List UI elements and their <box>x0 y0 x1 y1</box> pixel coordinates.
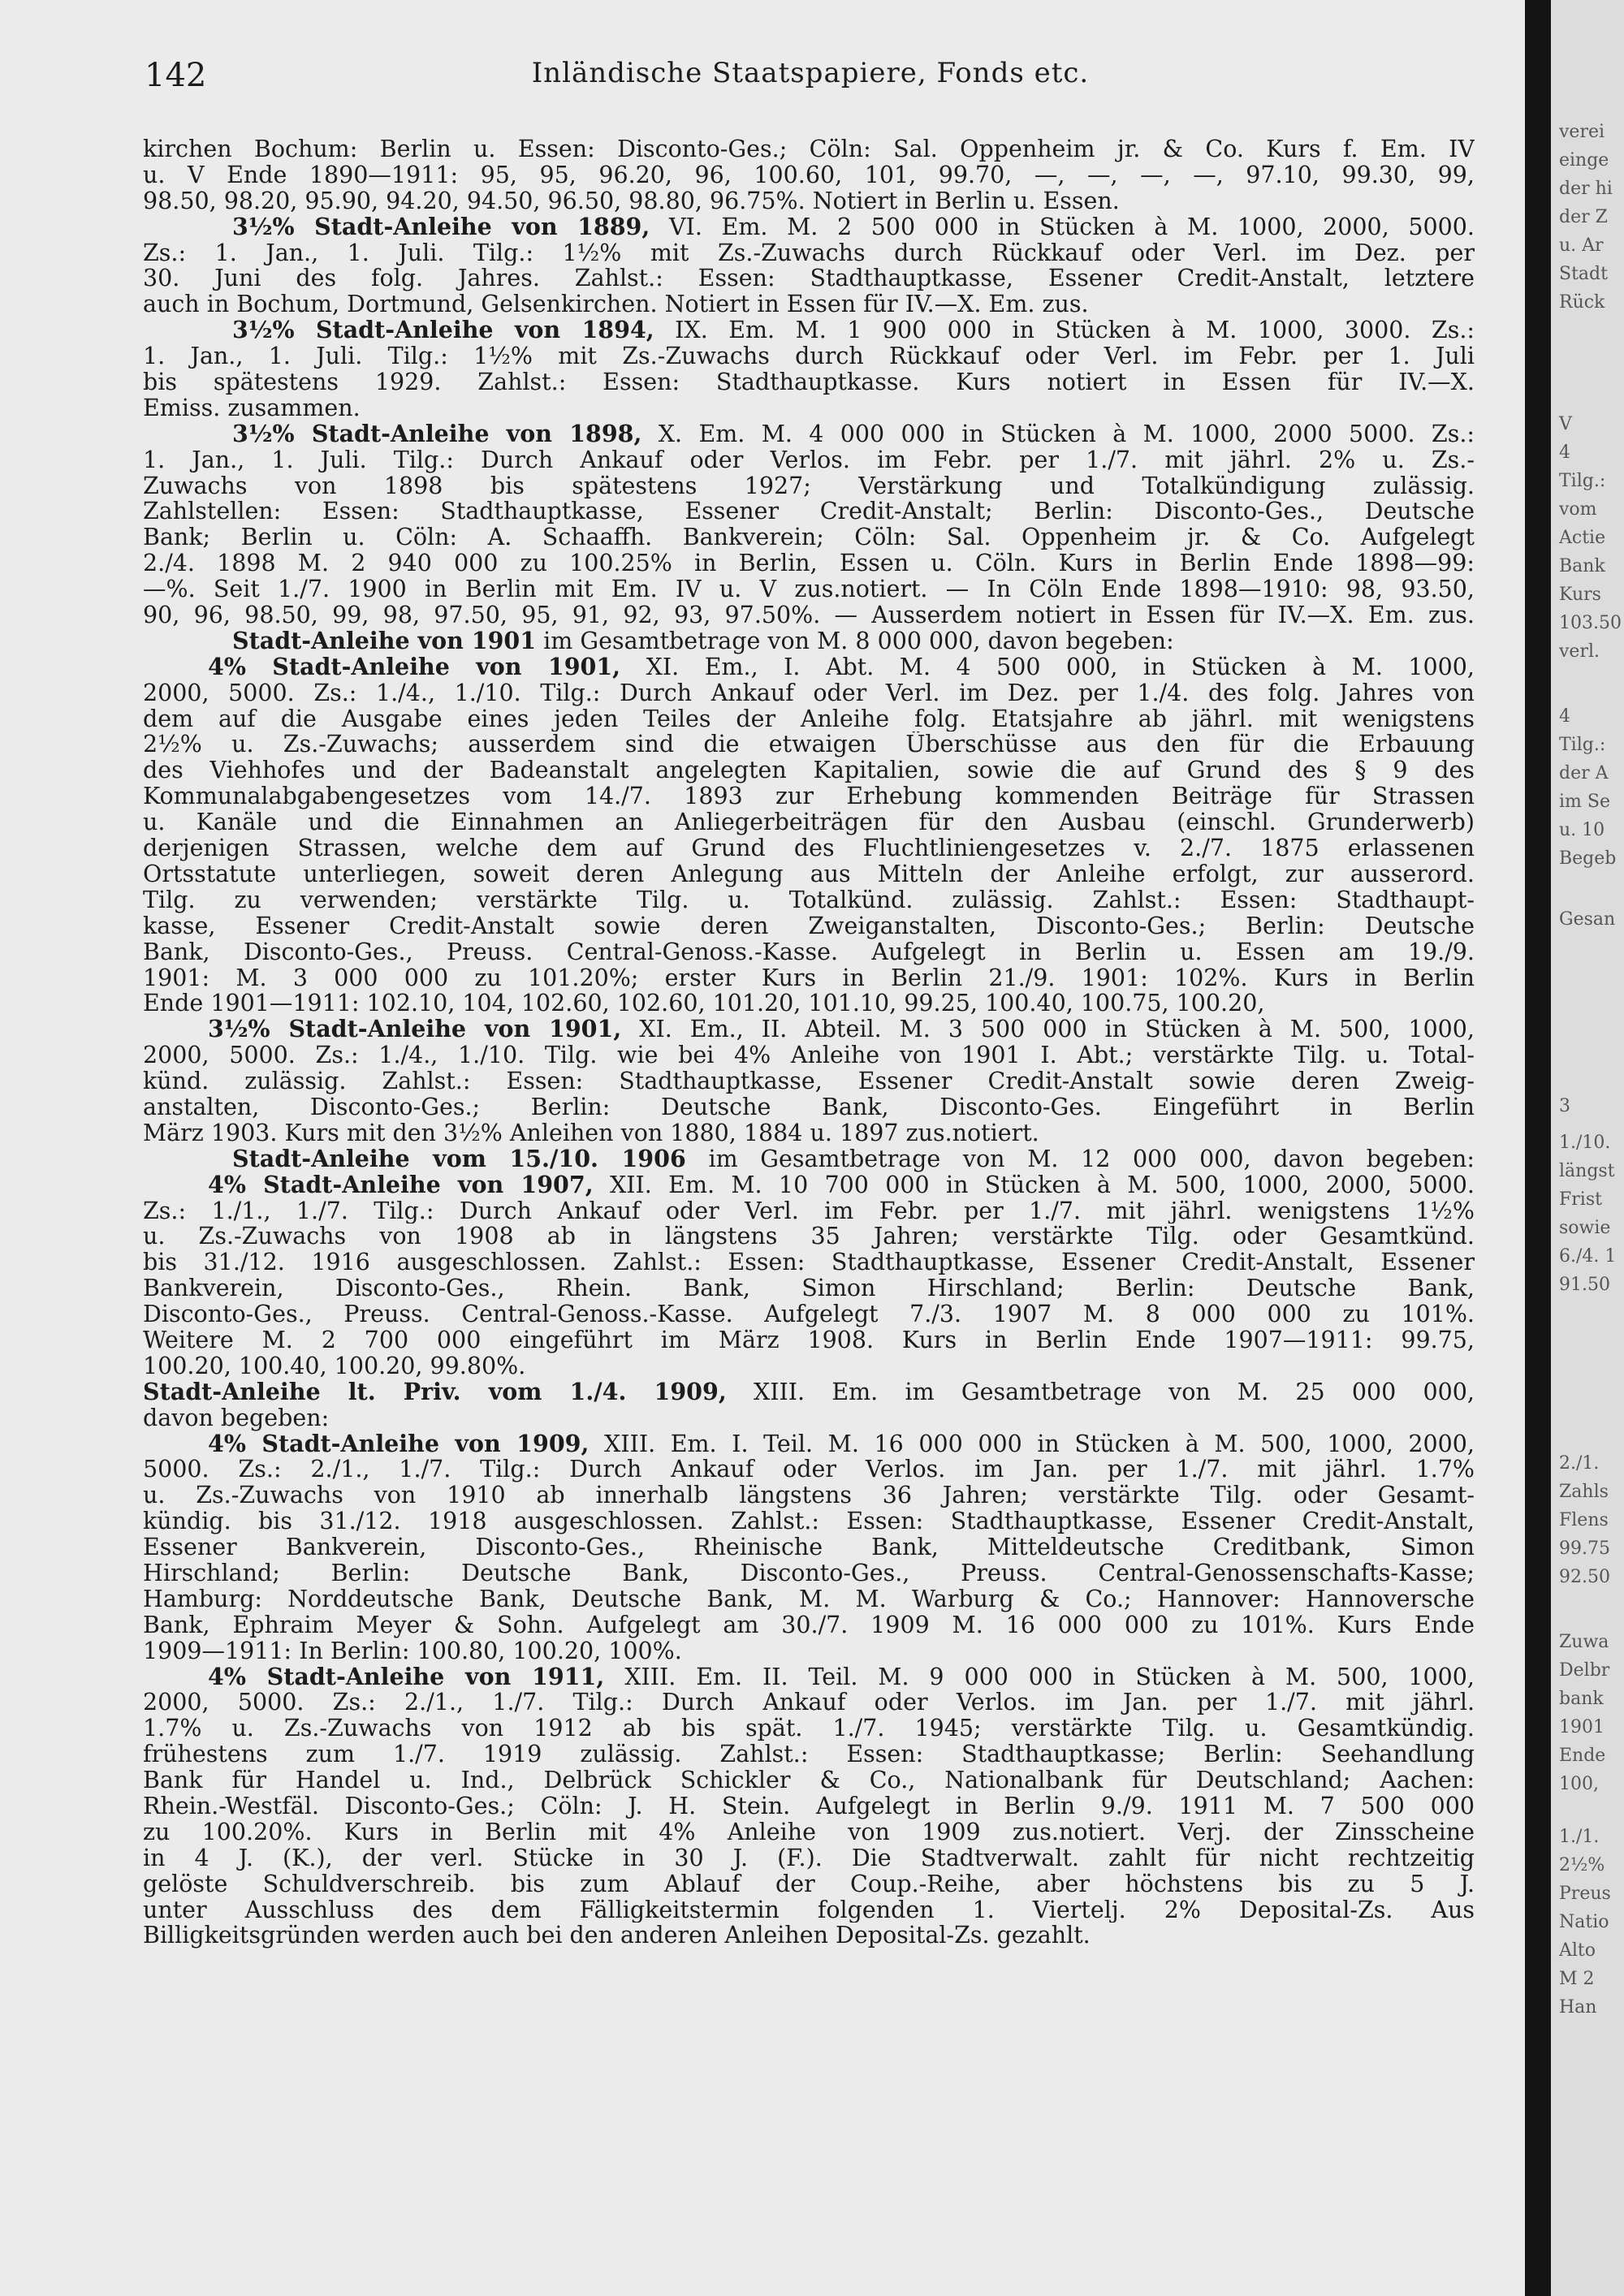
line-text: 2000, 5000. Zs.: 1./4., 1./10. Tilg.: Durch Ankauf oder Verl. im Dez. per 1./4. des folg. Jahres von <box>143 680 1475 706</box>
text-line <box>143 291 1475 317</box>
line-text: XIII. Em. I. Teil. M. 16 000 000 in Stücken à M. 500, 1000, 2000, <box>589 1431 1475 1457</box>
adjacent-page-fragment: 100, <box>1559 1774 1599 1794</box>
line-text: 90, 96, 98.50, 99, 98, 97.50, 95, 91, 92, 93, 97.50%. — Ausserdem notiert in Essen für IV.—X. Em. zus. <box>143 602 1475 628</box>
adjacent-page-fragment: Frist <box>1559 1189 1602 1210</box>
line-text: 1. Jan., 1. Juli. Tilg.: 1½% mit Zs.-Zuwachs durch Rückkauf oder Verl. im Febr. per 1. Juli <box>143 343 1475 370</box>
adjacent-page-fragment: Rück <box>1559 292 1605 313</box>
adjacent-page-fragment: Stadt <box>1559 264 1608 284</box>
text-line <box>143 1094 1475 1120</box>
adjacent-page-fragment: 91.50 <box>1559 1275 1610 1295</box>
adjacent-page-fragment: der hi <box>1559 179 1613 199</box>
adjacent-page-fragment: u. 10 <box>1559 820 1605 840</box>
adjacent-page-fragment: Natio <box>1559 1912 1609 1932</box>
adjacent-page-fragment: 1901 <box>1559 1717 1605 1737</box>
text-line <box>143 809 1475 835</box>
adjacent-page-fragment: V <box>1559 414 1572 434</box>
entry-heading: 3½% Stadt-Anleihe von 1889, <box>232 214 650 240</box>
adjacent-page-fragment: sowie <box>1559 1218 1611 1238</box>
adjacent-page-fragment: 1./10. <box>1559 1133 1611 1153</box>
line-text: 1. Jan., 1. Juli. Tilg.: Durch Ankauf oder Verlos. im Febr. per 1./7. mit jährl. 2% u. Zs.- <box>143 447 1475 473</box>
text-line <box>143 343 1475 369</box>
text-line <box>143 1120 1475 1146</box>
text-line <box>143 576 1475 602</box>
line-text: Bank; Berlin u. Cöln: A. Schaaffh. Bankverein; Cöln: Sal. Oppenheim jr. & Co. Aufgelegt <box>143 524 1475 551</box>
line-text: März 1903. Kurs mit den 3½% Anleihen von 1880, 1884 u. 1897 zus.notiert. <box>143 1120 1039 1146</box>
page-header <box>145 57 1476 97</box>
text-line <box>143 1275 1475 1301</box>
text-line <box>143 1638 1475 1664</box>
line-text: u. Zs.-Zuwachs von 1910 ab innerhalb längstens 36 Jahren; verstärkte Tilg. oder Gesamt- <box>143 1482 1475 1509</box>
line-text: XIII. Em. II. Teil. M. 9 000 000 in Stücken à M. 500, 1000, <box>604 1664 1475 1690</box>
line-text: u. Zs.-Zuwachs von 1908 ab in längstens 35 Jahren; verstärkte Tilg. oder Gesamtkünd. <box>143 1224 1475 1250</box>
text-line <box>143 162 1475 188</box>
text-line <box>143 1224 1475 1249</box>
text-line <box>143 1042 1475 1068</box>
line-text: künd. zulässig. Zahlst.: Essen: Stadthauptkasse, Essener Credit-Anstalt sowie deren Zweig- <box>143 1068 1475 1094</box>
line-text: gelöste Schuldverschreib. bis zum Ablauf der Coup.-Reihe, aber höchstens bis zu 5 J. <box>143 1871 1475 1897</box>
text-line <box>143 1690 1475 1716</box>
line-text: davon begeben: <box>143 1405 330 1431</box>
adjacent-page-fragment: 3 <box>1559 1096 1570 1116</box>
text-line <box>143 680 1475 706</box>
entry-heading: 3½% Stadt-Anleihe von 1901, <box>208 1016 622 1043</box>
text-line <box>143 1767 1475 1793</box>
line-text: Billigkeitsgründen werden auch bei den anderen Anleihen Deposital-Zs. gezahlt. <box>143 1923 1091 1949</box>
text-line <box>143 550 1475 576</box>
line-text: auch in Bochum, Dortmund, Gelsenkirchen. Notiert in Essen für IV.—X. Em. zus. <box>143 291 1089 318</box>
text-line <box>143 1793 1475 1819</box>
line-text: Essener Bankverein, Disconto-Ges., Rheinische Bank, Mitteldeutsche Creditbank, Simon <box>143 1534 1475 1560</box>
adjacent-page-fragment: einge <box>1559 150 1609 170</box>
line-text: 2000, 5000. Zs.: 1./4., 1./10. Tilg. wie bei 4% Anleihe von 1901 I. Abt.; verstärkte Tilg. u. Total- <box>143 1042 1475 1069</box>
adjacent-page-fragment: bank <box>1559 1689 1604 1709</box>
adjacent-page-fragment: M 2 <box>1559 1969 1595 1989</box>
line-text: Hamburg: Norddeutsche Bank, Deutsche Bank, M. M. Warburg & Co.; Hannover: Hannoversche <box>143 1586 1475 1612</box>
line-text: bis 31./12. 1916 ausgeschlossen. Zahlst.: Essen: Stadthauptkasse, Essener Credit-Anstalt, Essener <box>143 1249 1475 1276</box>
text-line <box>143 1146 1475 1172</box>
text-line <box>143 1457 1475 1482</box>
line-text: Hirschland; Berlin: Deutsche Bank, Disconto-Ges., Preuss. Central-Genossenschafts-Kasse; <box>143 1560 1475 1586</box>
text-line <box>143 1871 1475 1897</box>
running-title: Inländische Staatspapiere, Fonds etc. <box>531 57 1090 89</box>
adjacent-page-fragment: 6./4. 1 <box>1559 1246 1617 1267</box>
entry-heading: Stadt-Anleihe von 1901 <box>232 628 537 654</box>
line-text: XI. Em., II. Abteil. M. 3 500 000 in Stücken à M. 500, 1000, <box>621 1016 1475 1043</box>
adjacent-page-fragment: 1./1. <box>1559 1827 1600 1847</box>
adjacent-page-fragment: Han <box>1559 1997 1597 2018</box>
line-text: 2000, 5000. Zs.: 2./1., 1./7. Tilg.: Durch Ankauf oder Verlos. im Jan. per 1./7. mit jährl. <box>143 1690 1475 1716</box>
line-text: Weitere M. 2 700 000 eingeführt im März 1908. Kurs in Berlin Ende 1907—1911: 99.75, <box>143 1327 1475 1353</box>
adjacent-page-fragment: 103.50 <box>1559 613 1622 633</box>
line-text: X. Em. M. 4 000 000 in Stücken à M. 1000, 2000 5000. Zs.: <box>641 421 1475 447</box>
text-line <box>143 913 1475 939</box>
line-text: Bank, Ephraim Meyer & Sohn. Aufgelegt am 30./7. 1909 M. 16 000 000 zu 101%. Kurs Ende <box>143 1612 1475 1638</box>
entry-heading: Stadt-Anleihe vom 15./10. 1906 <box>232 1146 686 1172</box>
line-text: 100.20, 100.40, 100.20, 99.80%. <box>143 1353 526 1379</box>
text-line <box>143 654 1475 680</box>
text-line <box>143 395 1475 421</box>
text-line <box>143 317 1475 343</box>
line-text: Bank für Handel u. Ind., Delbrück Schickler & Co., Nationalbank für Deutschland; Aachen: <box>143 1767 1475 1793</box>
text-line <box>143 1379 1475 1405</box>
line-text: kirchen Bochum: Berlin u. Essen: Disconto-Ges.; Cöln: Sal. Oppenheim jr. & Co. Kurs f. Em. IV <box>143 136 1475 162</box>
text-line <box>143 1353 1475 1379</box>
line-text: XI. Em., I. Abt. M. 4 500 000, in Stücken à M. 1000, <box>620 654 1475 680</box>
adjacent-page-fragment: längst <box>1559 1161 1615 1181</box>
line-text: derjenigen Strassen, welche dem auf Grund des Fluchtliniengesetzes v. 2./7. 1875 erlassenen <box>143 835 1475 861</box>
adjacent-page-fragment: Actie <box>1559 528 1606 548</box>
line-text: 5000. Zs.: 2./1., 1./7. Tilg.: Durch Ankauf oder Verlos. im Jan. per 1./7. mit jährl. 1.7% <box>143 1457 1475 1483</box>
body-text <box>143 136 1475 1949</box>
text-line <box>143 990 1475 1016</box>
entry-heading: 4% Stadt-Anleihe von 1907, <box>208 1172 594 1198</box>
line-text: im Gesamtbetrage von M. 8 000 000, davon begeben: <box>536 628 1174 654</box>
line-text: —%. Seit 1./7. 1900 in Berlin mit Em. IV u. V zus.notiert. — In Cöln Ende 1898—1910: 98, 93.50, <box>143 576 1475 603</box>
line-text: Emiss. zusammen. <box>143 395 361 421</box>
text-line <box>143 965 1475 991</box>
entry-heading: 4% Stadt-Anleihe von 1909, <box>208 1431 590 1457</box>
line-text: Disconto-Ges., Preuss. Central-Genoss.-Kasse. Aufgelegt 7./3. 1907 M. 8 000 000 zu 101%. <box>143 1301 1475 1327</box>
line-text: 1.7% u. Zs.-Zuwachs von 1912 ab bis spät. 1./7. 1945; verstärkte Tilg. u. Gesamtkündig. <box>143 1716 1475 1742</box>
adjacent-page-fragment: Alto <box>1559 1940 1596 1961</box>
text-line <box>143 1327 1475 1353</box>
adjacent-page-fragment: im Se <box>1559 792 1610 812</box>
line-text: dem auf die Ausgabe eines jeden Teiles der Anleihe folg. Etatsjahre ab jährl. mit wenigstens <box>143 706 1475 732</box>
text-line <box>143 421 1475 447</box>
line-text: Bank, Disconto-Ges., Preuss. Central-Genoss.-Kasse. Aufgelegt in Berlin u. Essen am 19./9. <box>143 939 1475 965</box>
text-line <box>143 1716 1475 1741</box>
line-text: in 4 J. (K.), der verl. Stücke in 30 J. (F.). Die Stadtverwalt. zahlt für nicht rechtzeitig <box>143 1845 1475 1871</box>
text-line <box>143 1405 1475 1431</box>
line-text: Zs.: 1. Jan., 1. Juli. Tilg.: 1½% mit Zs.-Zuwachs durch Rückkauf oder Verl. im Dez. per <box>143 240 1475 266</box>
text-line <box>143 1249 1475 1275</box>
adjacent-page-fragment: Flens <box>1559 1510 1609 1530</box>
adjacent-page-fragment: der Z <box>1559 207 1608 227</box>
line-text: unter Ausschluss des dem Fälligkeitstermin folgenden 1. Viertelj. 2% Deposital-Zs. Aus <box>143 1897 1475 1923</box>
text-line <box>143 524 1475 550</box>
text-line <box>143 1301 1475 1327</box>
text-line <box>143 757 1475 783</box>
entry-heading: 4% Stadt-Anleihe von 1911, <box>208 1664 605 1690</box>
text-line <box>143 1741 1475 1767</box>
text-line <box>143 1664 1475 1690</box>
book-gutter <box>1525 0 1551 2296</box>
adjacent-page-fragment: 4 <box>1559 442 1570 463</box>
line-text: Tilg. zu verwenden; verstärkte Tilg. u. Totalkünd. zulässig. Zahlst.: Essen: Stadthaupt- <box>143 887 1475 913</box>
text-line <box>143 939 1475 965</box>
adjacent-page-fragment: Kurs <box>1559 585 1601 605</box>
adjacent-page-fragment: 2½% <box>1559 1855 1605 1875</box>
text-line <box>143 498 1475 524</box>
text-line <box>143 1845 1475 1871</box>
adjacent-page-fragment: 2./1. <box>1559 1453 1600 1474</box>
text-line <box>143 1016 1475 1042</box>
line-text: Zs.: 1./1., 1./7. Tilg.: Durch Ankauf oder Verl. im Febr. per 1./7. mit jährl. wenigstens 1½% <box>143 1198 1475 1224</box>
text-line <box>143 1068 1475 1094</box>
line-text: XIII. Em. im Gesamtbetrage von M. 25 000 000, <box>726 1379 1475 1405</box>
adjacent-page-fragment: Ende <box>1559 1746 1606 1766</box>
line-text: Zahlstellen: Essen: Stadthauptkasse, Essener Credit-Anstalt; Berlin: Disconto-Ges., Deutsche <box>143 498 1475 525</box>
text-line <box>143 1819 1475 1845</box>
adjacent-page-fragment: Begeb <box>1559 848 1617 869</box>
line-text: Zuwachs von 1898 bis spätestens 1927; Verstärkung und Totalkündigung zulässig. <box>143 473 1475 499</box>
text-line <box>143 240 1475 266</box>
adjacent-page-fragment: Tilg.: <box>1559 471 1606 491</box>
text-line <box>143 265 1475 291</box>
line-text: XII. Em. M. 10 700 000 in Stücken à M. 500, 1000, 2000, 5000. <box>593 1172 1475 1198</box>
line-text: 2½% u. Zs.-Zuwachs; ausserdem sind die etwaigen Überschüsse aus den für die Erbauung <box>143 732 1475 758</box>
line-text: u. Kanäle und die Einnahmen an Anliegerbeiträgen für den Ausbau (einschl. Grunderwerb) <box>143 809 1475 836</box>
adjacent-page-fragment: Zuwa <box>1559 1632 1609 1652</box>
adjacent-page-fragment: Zahls <box>1559 1482 1609 1502</box>
text-line <box>143 1508 1475 1534</box>
adjacent-page-fragment: u. Ar <box>1559 235 1604 256</box>
text-line <box>143 1586 1475 1612</box>
adjacent-page-fragment: Bank <box>1559 556 1605 576</box>
line-text: 1909—1911: In Berlin: 100.80, 100.20, 100%. <box>143 1638 682 1664</box>
text-line <box>143 1172 1475 1198</box>
entry-heading: 3½% Stadt-Anleihe von 1898, <box>232 421 642 447</box>
line-text: 2./4. 1898 M. 2 940 000 zu 100.25% in Berlin, Essen u. Cöln. Kurs in Berlin Ende 1898—99: <box>143 550 1475 577</box>
adjacent-page-fragment: 99.75 <box>1559 1539 1610 1559</box>
text-line <box>143 188 1475 214</box>
text-line <box>143 835 1475 861</box>
line-text: Kommunalabgabengesetzes vom 14./7. 1893 zur Erhebung kommenden Beiträge für Strassen <box>143 783 1475 810</box>
text-line <box>143 1198 1475 1224</box>
text-line <box>143 447 1475 473</box>
adjacent-page-fragment: 92.50 <box>1559 1567 1610 1587</box>
page-number: 142 <box>145 57 207 94</box>
line-text: Ende 1901—1911: 102.10, 104, 102.60, 102.60, 101.20, 101.10, 99.25, 100.40, 100.75, 100.20, <box>143 990 1265 1017</box>
text-line <box>143 732 1475 757</box>
adjacent-page-fragment: vom <box>1559 499 1597 520</box>
text-line <box>143 783 1475 809</box>
text-line <box>143 1431 1475 1457</box>
line-text: u. V Ende 1890—1911: 95, 95, 96.20, 96, 100.60, 101, 99.70, —, —, —, —, 97.10, 99.30, 99, <box>143 162 1475 188</box>
line-text: kündig. bis 31./12. 1918 ausgeschlossen. Zahlst.: Essen: Stadthauptkasse, Essener Credit-Anstalt, <box>143 1508 1475 1535</box>
text-line <box>143 861 1475 887</box>
line-text: anstalten, Disconto-Ges.; Berlin: Deutsche Bank, Disconto-Ges. Eingeführt in Berlin <box>143 1094 1475 1120</box>
line-text: IX. Em. M. 1 900 000 in Stücken à M. 1000, 3000. Zs.: <box>654 317 1475 344</box>
text-line <box>143 136 1475 162</box>
text-line <box>143 1923 1475 1949</box>
text-line <box>143 214 1475 240</box>
adjacent-page-fragment: 4 <box>1559 706 1570 727</box>
line-text: kasse, Essener Credit-Anstalt sowie deren Zweiganstalten, Disconto-Ges.; Berlin: Deutsche <box>143 913 1475 939</box>
text-line <box>143 602 1475 628</box>
entry-heading: Stadt-Anleihe lt. Priv. vom 1./4. 1909, <box>143 1379 727 1405</box>
adjacent-page-fragment: verl. <box>1559 641 1600 662</box>
text-line <box>143 706 1475 732</box>
text-line <box>143 628 1475 654</box>
line-text: Ortsstatute unterliegen, soweit deren Anlegung aus Mitteln der Anleihe erfolgt, zur ausserord. <box>143 861 1475 887</box>
text-line <box>143 1612 1475 1638</box>
line-text: Rhein.-Westfäl. Disconto-Ges.; Cöln: J. H. Stein. Aufgelegt in Berlin 9./9. 1911 M. 7 500 000 <box>143 1793 1475 1819</box>
text-line <box>143 1897 1475 1923</box>
text-line <box>143 369 1475 395</box>
line-text: im Gesamtbetrage von M. 12 000 000, davon begeben: <box>685 1146 1475 1172</box>
entry-heading: 3½% Stadt-Anleihe von 1894, <box>232 317 654 344</box>
text-line <box>143 1482 1475 1508</box>
adjacent-page-fragment: Delbr <box>1559 1660 1610 1681</box>
line-text: VI. Em. M. 2 500 000 in Stücken à M. 1000, 2000, 5000. <box>650 214 1475 240</box>
adjacent-page-fragment: verei <box>1559 122 1605 142</box>
text-line <box>143 1534 1475 1560</box>
text-line <box>143 1560 1475 1586</box>
entry-heading: 4% Stadt-Anleihe von 1901, <box>208 654 621 680</box>
text-line <box>143 887 1475 913</box>
adjacent-page-fragment: Tilg.: <box>1559 735 1606 755</box>
line-text: zu 100.20%. Kurs in Berlin mit 4% Anleihe von 1909 zus.notiert. Verj. der Zinsscheine <box>143 1819 1475 1845</box>
adjacent-page-fragment: der A <box>1559 763 1609 783</box>
line-text: bis spätestens 1929. Zahlst.: Essen: Stadthauptkasse. Kurs notiert in Essen für IV.—X. <box>143 369 1475 395</box>
line-text: des Viehhofes und der Badeanstalt angelegten Kapitalien, sowie die auf Grund des § 9 des <box>143 757 1475 784</box>
line-text: Bankverein, Disconto-Ges., Rhein. Bank, Simon Hirschland; Berlin: Deutsche Bank, <box>143 1275 1475 1302</box>
text-line <box>143 473 1475 499</box>
line-text: 1901: M. 3 000 000 zu 101.20%; erster Kurs in Berlin 21./9. 1901: 102%. Kurs in Berlin <box>143 965 1475 991</box>
line-text: frühestens zum 1./7. 1919 zulässig. Zahlst.: Essen: Stadthauptkasse; Berlin: Seehandlung <box>143 1741 1475 1768</box>
line-text: 98.50, 98.20, 95.90, 94.20, 94.50, 96.50, 98.80, 96.75%. Notiert in Berlin u. Essen. <box>143 188 1120 214</box>
adjacent-page-fragment: Preus <box>1559 1884 1611 1904</box>
adjacent-page-edge <box>1551 0 1624 2296</box>
line-text: 30. Juni des folg. Jahres. Zahlst.: Essen: Stadthauptkasse, Essener Credit-Anstalt, letztere <box>143 265 1475 292</box>
adjacent-page-fragment: Gesan <box>1559 909 1616 930</box>
